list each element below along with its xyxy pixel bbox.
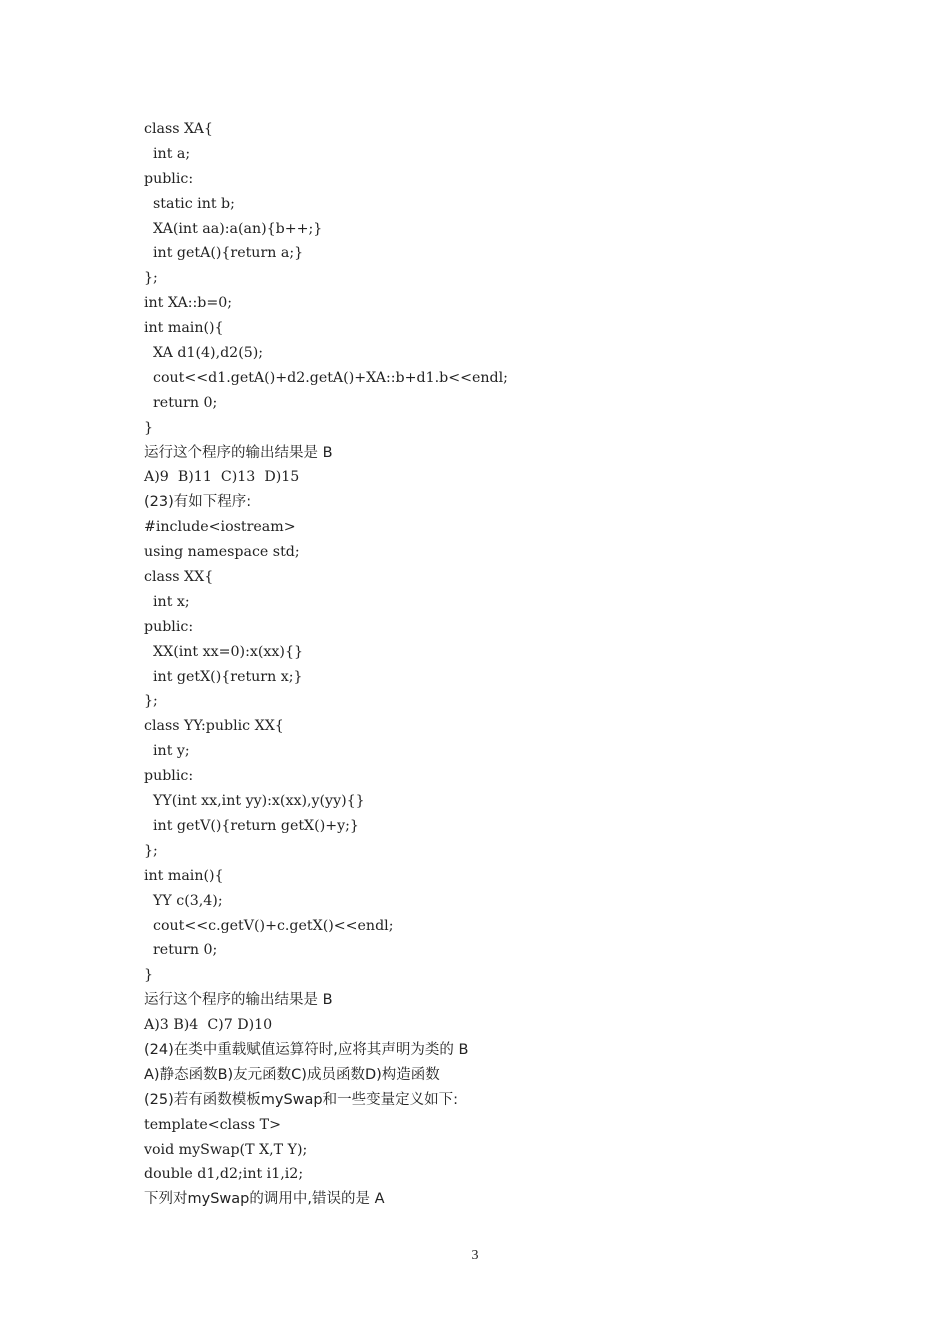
document-body bbox=[144, 117, 824, 1212]
text-line: #include<iostream> bbox=[144, 519, 296, 536]
text-line: int a; bbox=[144, 145, 191, 162]
text-line: class XA{ bbox=[144, 121, 213, 137]
text-line: A)静态函数B)友元函数C)成员函数D)构造函数 bbox=[144, 1066, 440, 1083]
text-line: int getA(){return a;} bbox=[144, 245, 304, 262]
text-line: A)9 B)11 C)13 D)15 bbox=[144, 469, 300, 486]
text-line: using namespace std; bbox=[144, 544, 300, 561]
text-line: XX(int xx=0):x(xx){} bbox=[144, 643, 303, 660]
text-line: } bbox=[144, 419, 154, 436]
text-line: } bbox=[144, 967, 154, 984]
text-line: A)3 B)4 C)7 D)10 bbox=[144, 1017, 273, 1034]
text-line: int getX(){return x;} bbox=[144, 668, 303, 685]
text-line: int x; bbox=[144, 593, 190, 610]
text-line: int main(){ bbox=[144, 867, 224, 884]
text-line: (25)若有函数模板mySwap和一些变量定义如下: bbox=[144, 1091, 459, 1108]
text-line: cout<<d1.getA()+d2.getA()+XA::b+d1.b<<endl; bbox=[144, 369, 508, 386]
text-line: class XX{ bbox=[144, 569, 214, 586]
text-line: YY(int xx,int yy):x(xx),y(yy){} bbox=[144, 793, 365, 810]
page-number: 3 bbox=[471, 1248, 479, 1263]
text-line: int main(){ bbox=[144, 320, 224, 337]
text-line: YY c(3,4); bbox=[144, 892, 223, 909]
text-line: 运行这个程序的输出结果是 B bbox=[144, 992, 333, 1009]
text-line: static int b; bbox=[144, 195, 235, 212]
text-line: int XA::b=0; bbox=[144, 295, 233, 312]
text-line: public: bbox=[144, 618, 194, 635]
text-line: public: bbox=[144, 170, 194, 187]
text-line: int y; bbox=[144, 743, 190, 760]
text-line: }; bbox=[144, 270, 158, 287]
text-line: 运行这个程序的输出结果是 B bbox=[144, 444, 333, 461]
text-line: void mySwap(T X,T Y); bbox=[144, 1141, 308, 1158]
text-line: XA(int aa):a(an){b++;} bbox=[144, 220, 323, 237]
text-line: class YY:public XX{ bbox=[144, 718, 284, 735]
text-line: }; bbox=[144, 842, 158, 859]
text-line: XA d1(4),d2(5); bbox=[144, 345, 264, 362]
text-line: }; bbox=[144, 693, 158, 710]
text-line: (24)在类中重载赋值运算符时,应将其声明为类的 B bbox=[144, 1041, 469, 1058]
text-line: (23)有如下程序: bbox=[144, 494, 252, 511]
text-line: double d1,d2;int i1,i2; bbox=[144, 1166, 304, 1183]
text-line: cout<<c.getV()+c.getX()<<endl; bbox=[144, 917, 394, 934]
text-line: int getV(){return getX()+y;} bbox=[144, 817, 359, 834]
text-line: return 0; bbox=[144, 394, 218, 411]
text-line: public: bbox=[144, 768, 194, 785]
text-line: template<class T> bbox=[144, 1116, 281, 1133]
text-line: return 0; bbox=[144, 942, 218, 959]
text-line: 下列对mySwap的调用中,错误的是 A bbox=[144, 1191, 385, 1208]
